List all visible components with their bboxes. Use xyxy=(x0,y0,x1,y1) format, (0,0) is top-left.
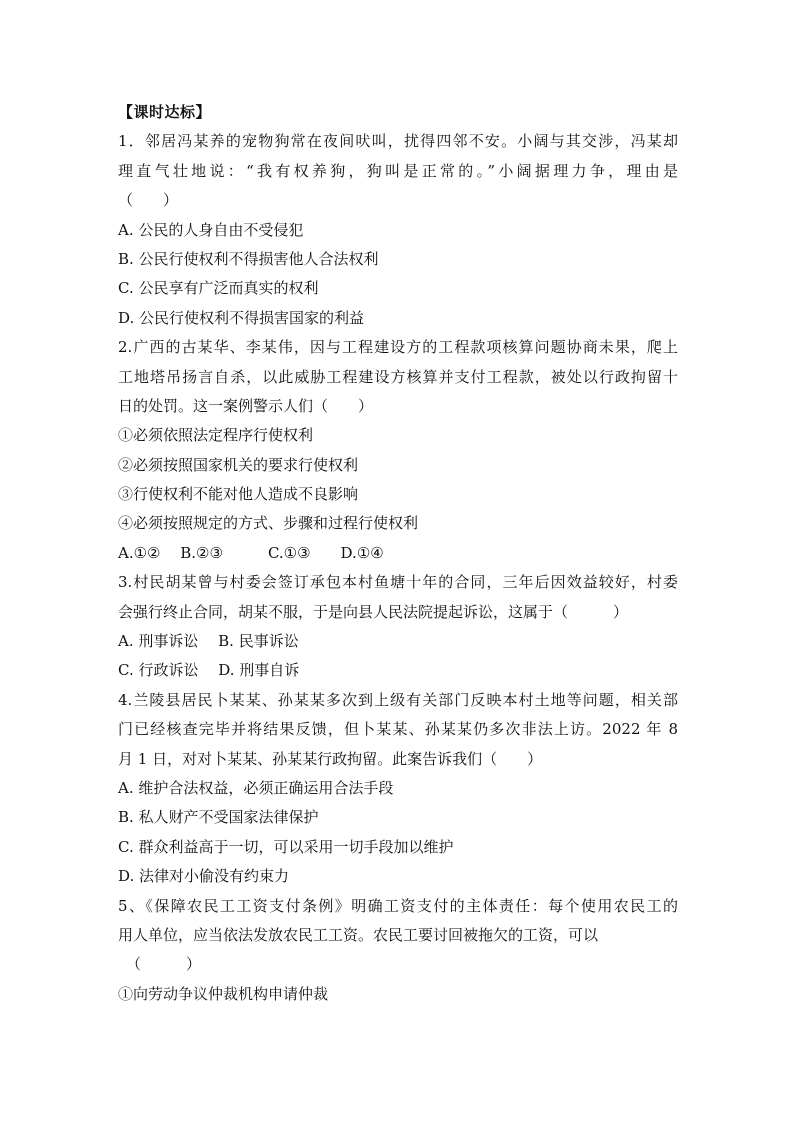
question-4-option-d: D. 法律对小偷没有约束力 xyxy=(118,867,290,886)
question-2 xyxy=(118,333,678,568)
question-4-option-b: B. 私人财产不受国家法律保护 xyxy=(118,808,319,827)
question-4-stem-line-1: 4.兰陵县居民卜某某、孙某某多次到上级有关部门反映本村土地等问题，相关部 xyxy=(118,690,678,709)
worksheet-page xyxy=(118,98,678,1009)
question-3-options-ab: A. 刑事诉讼 B. 民事诉讼 xyxy=(118,632,299,651)
question-5-statement-1: ①向劳动争议仲裁机构申请仲裁 xyxy=(118,984,329,1003)
question-5-stem-line-1: 5、《保障农民工工资支付条例》明确工资支付的主体责任：每个使用农民工的 xyxy=(118,896,678,915)
question-3-stem-line-2: 会强行终止合同，胡某不服，于是向县人民法院提起诉讼，这属于（ ） xyxy=(118,602,629,621)
question-5-stem-line-2: 用人单位，应当依法发放农民工工资。农民工要讨回被拖欠的工资，可以 xyxy=(118,925,599,944)
question-1-option-b: B. 公民行使权利不得损害他人合法权利 xyxy=(118,249,379,268)
question-2-statement-4: ④必须按照规定的方式、步骤和过程行使权利 xyxy=(118,514,419,533)
question-2-stem-line-3: 日的处罚。这一案例警示人们（ ） xyxy=(118,396,374,415)
question-1-stem-line-1: 1．邻居冯某养的宠物狗常在夜间吠叫，扰得四邻不安。小阔与其交涉，冯某却 xyxy=(118,132,678,151)
question-1-stem-line-3: （ ） xyxy=(118,191,179,210)
question-1-stem-line-2: 理直气壮地说：“我有权养狗，狗叫是正常的。”小阔据理力争，理由是 xyxy=(118,161,678,180)
question-2-statement-2: ②必须按照国家机关的要求行使权利 xyxy=(118,455,359,474)
question-1-option-d: D. 公民行使权利不得损害国家的利益 xyxy=(118,308,365,327)
question-3-options-cd: C. 行政诉讼 D. 刑事自诉 xyxy=(118,661,300,680)
question-4 xyxy=(118,686,678,892)
question-4-stem-line-2: 门已经核查完毕并将结果反馈，但卜某某、孙某某仍多次非法上访。2022 年 8 xyxy=(118,720,678,739)
question-3-stem-line-1: 3.村民胡某曾与村委会签订承包本村鱼塘十年的合同，三年后因效益较好，村委 xyxy=(118,573,678,592)
question-2-statement-1: ①必须依照法定程序行使权利 xyxy=(118,426,314,445)
question-1 xyxy=(118,127,678,333)
question-4-option-c: C. 群众利益高于一切，可以采用一切手段加以维护 xyxy=(118,837,454,856)
question-2-statement-3: ③行使权利不能对他人造成不良影响 xyxy=(118,485,359,504)
section-title: 【课时达标】 xyxy=(118,103,212,121)
question-2-stem-line-2: 工地塔吊扬言自杀，以此威胁工程建设方核算并支付工程款，被处以行政拘留十 xyxy=(118,367,678,386)
question-5 xyxy=(118,892,678,1010)
question-4-stem-line-3: 月 1 日，对对卜某某、孙某某行政拘留。此案告诉我们（ ） xyxy=(118,749,543,768)
question-1-option-a: A. 公民的人身自由不受侵犯 xyxy=(118,220,304,239)
question-4-option-a: A. 维护合法权益，必须正确运用合法手段 xyxy=(118,778,394,797)
question-1-option-c: C. 公民享有广泛而真实的权利 xyxy=(118,279,319,298)
question-2-stem-line-1: 2.广西的古某华、李某伟，因与工程建设方的工程款项核算问题协商未果，爬上 xyxy=(118,338,678,357)
question-2-choices: A.①② B.②③ C.①③ D.①④ xyxy=(118,543,384,562)
question-3 xyxy=(118,568,678,686)
question-5-stem-line-3: （ ） xyxy=(126,955,202,974)
